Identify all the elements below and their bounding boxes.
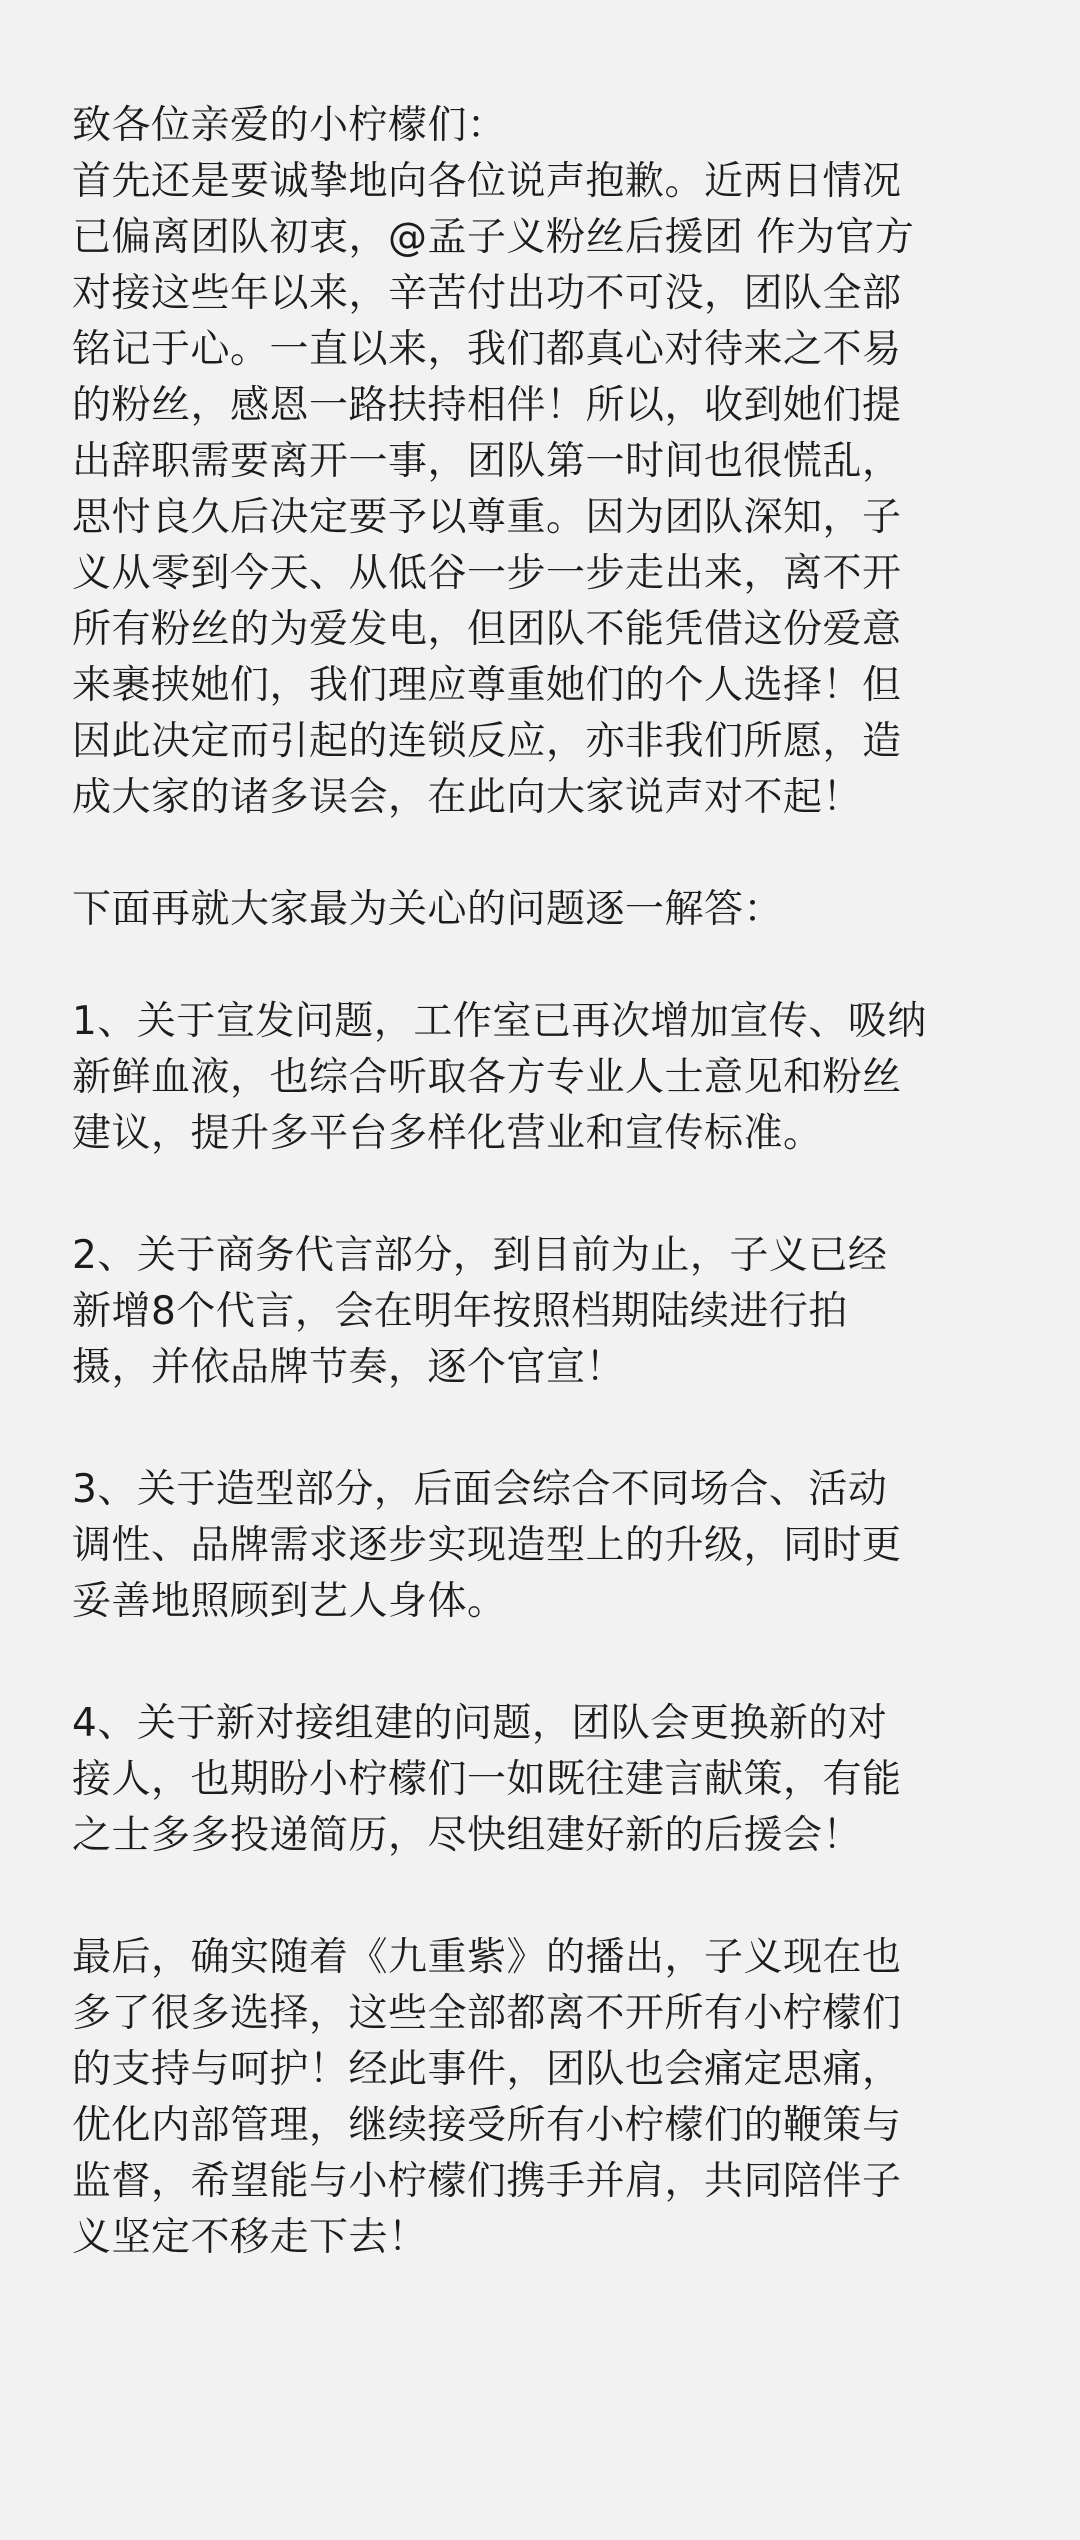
point-3-line: 调性、品牌需求逐步实现造型上的升级，同时更 <box>72 1523 902 1568</box>
point-1-line: 建议，提升多平台多样化营业和宣传标准。 <box>72 1111 823 1156</box>
intro-line: 首先还是要诚挚地向各位说声抱歉。近两日情况 <box>72 159 902 204</box>
transition-paragraph <box>72 882 1010 938</box>
intro-paragraph <box>72 154 1010 826</box>
point-4-paragraph <box>72 1696 1010 1864</box>
point-2-paragraph <box>72 1228 1010 1396</box>
intro-line: 铭记于心。一直以来，我们都真心对待来之不易 <box>72 327 902 372</box>
paragraph-spacer <box>72 1396 1010 1462</box>
point-2-line: 摄，并依品牌节奏，逐个官宣！ <box>72 1345 626 1390</box>
intro-line: 成大家的诸多误会，在此向大家说声对不起！ <box>72 775 863 820</box>
intro-line: 对接这些年以来，辛苦付出功不可没，团队全部 <box>72 271 902 316</box>
intro-line: 已偏离团队初衷，@孟子义粉丝后援团 作为官方 <box>72 215 915 260</box>
paragraph-spacer <box>72 1162 1010 1228</box>
closing-line: 义坚定不移走下去！ <box>72 2215 428 2260</box>
intro-line: 的粉丝，感恩一路扶持相伴！所以，收到她们提 <box>72 383 902 428</box>
closing-line: 监督，希望能与小柠檬们携手并肩，共同陪伴子 <box>72 2159 902 2204</box>
point-1-line: 1、关于宣发问题，工作室已再次增加宣传、吸纳 <box>72 999 927 1044</box>
paragraph-spacer <box>72 1864 1010 1930</box>
point-1-paragraph <box>72 994 1010 1162</box>
point-3-paragraph <box>72 1462 1010 1630</box>
paragraph-spacer <box>72 826 1010 882</box>
point-3-line: 妥善地照顾到艺人身体。 <box>72 1579 507 1624</box>
greeting-line: 致各位亲爱的小柠檬们： <box>72 103 507 148</box>
point-1-line: 新鲜血液，也综合听取各方专业人士意见和粉丝 <box>72 1055 902 1100</box>
point-4-line: 接人，也期盼小柠檬们一如既往建言献策，有能 <box>72 1757 902 1802</box>
point-3-line: 3、关于造型部分，后面会综合不同场合、活动 <box>72 1467 888 1512</box>
intro-line: 所有粉丝的为爱发电，但团队不能凭借这份爱意 <box>72 607 902 652</box>
intro-line: 来裹挟她们，我们理应尊重她们的个人选择！但 <box>72 663 902 708</box>
point-2-line: 新增8个代言，会在明年按照档期陆续进行拍 <box>72 1289 848 1334</box>
closing-line: 优化内部管理，继续接受所有小柠檬们的鞭策与 <box>72 2103 902 2148</box>
intro-line: 义从零到今天、从低谷一步一步走出来，离不开 <box>72 551 902 596</box>
paragraph-spacer <box>72 938 1010 994</box>
closing-line: 的支持与呵护！经此事件，团队也会痛定思痛， <box>72 2047 902 2092</box>
point-4-line: 4、关于新对接组建的问题，团队会更换新的对 <box>72 1701 888 1746</box>
letter-greeting <box>72 98 1010 154</box>
closing-line: 最后，确实随着《九重紫》的播出，子义现在也 <box>72 1935 902 1980</box>
paragraph-spacer <box>72 1630 1010 1696</box>
intro-line: 思忖良久后决定要予以尊重。因为团队深知，子 <box>72 495 902 540</box>
closing-line: 多了很多选择，这些全部都离不开所有小柠檬们 <box>72 1991 902 2036</box>
point-2-line: 2、关于商务代言部分，到目前为止，子义已经 <box>72 1233 888 1278</box>
intro-line: 出辞职需要离开一事，团队第一时间也很慌乱， <box>72 439 902 484</box>
transition-line: 下面再就大家最为关心的问题逐一解答： <box>72 887 784 932</box>
closing-paragraph <box>72 1930 1010 2266</box>
point-4-line: 之士多多投递简历，尽快组建好新的后援会！ <box>72 1813 863 1858</box>
intro-line: 因此决定而引起的连锁反应，亦非我们所愿，造 <box>72 719 902 764</box>
